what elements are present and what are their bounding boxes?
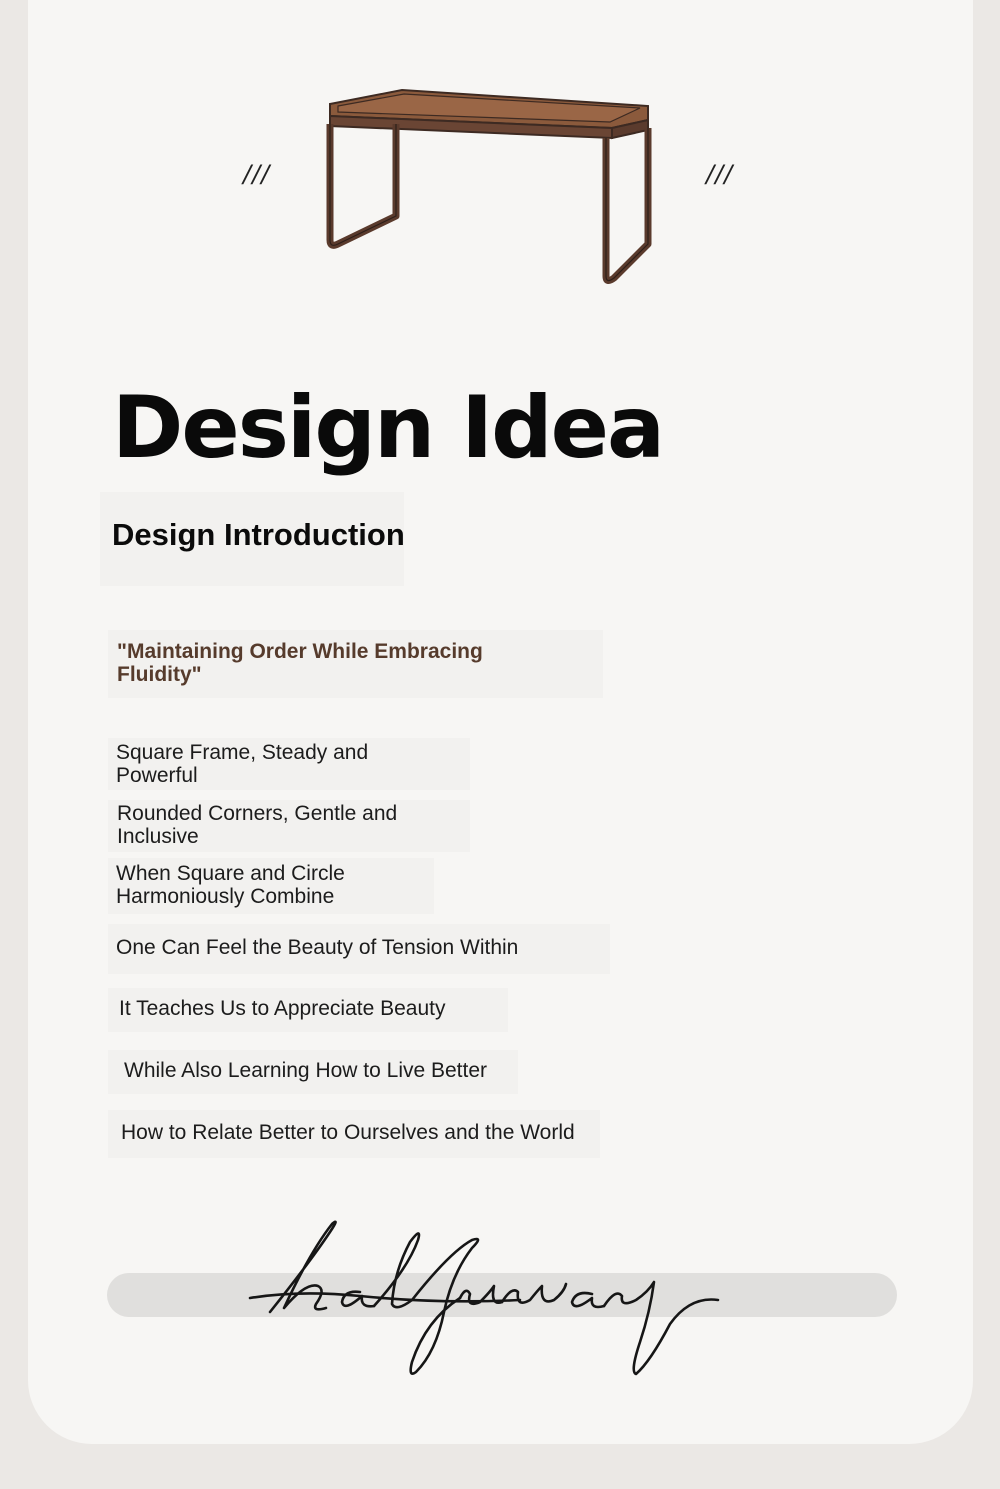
page-title: Design Idea xyxy=(112,378,664,478)
intro-line-3: When Square and Circle Harmoniously Combine xyxy=(116,862,345,908)
intro-line-6: While Also Learning How to Live Better xyxy=(124,1059,488,1082)
halfway-signature-logo xyxy=(240,1212,740,1382)
intro-line-4: One Can Feel the Beauty of Tension Within xyxy=(116,936,519,959)
decorative-slashes-left: /// xyxy=(243,160,271,188)
bench-illustration xyxy=(322,84,658,290)
intro-line-2: Rounded Corners, Gentle and Inclusive xyxy=(117,802,398,848)
intro-line-1: Square Frame, Steady and Powerful xyxy=(116,741,369,787)
decorative-slashes-right: /// xyxy=(706,160,734,188)
section-subtitle: Design Introduction xyxy=(112,517,405,552)
intro-line-5: It Teaches Us to Appreciate Beauty xyxy=(119,997,446,1020)
intro-line-7: How to Relate Better to Ourselves and the World xyxy=(121,1121,575,1144)
design-quote: "Maintaining Order While Embracing Fluidity" xyxy=(117,640,483,686)
